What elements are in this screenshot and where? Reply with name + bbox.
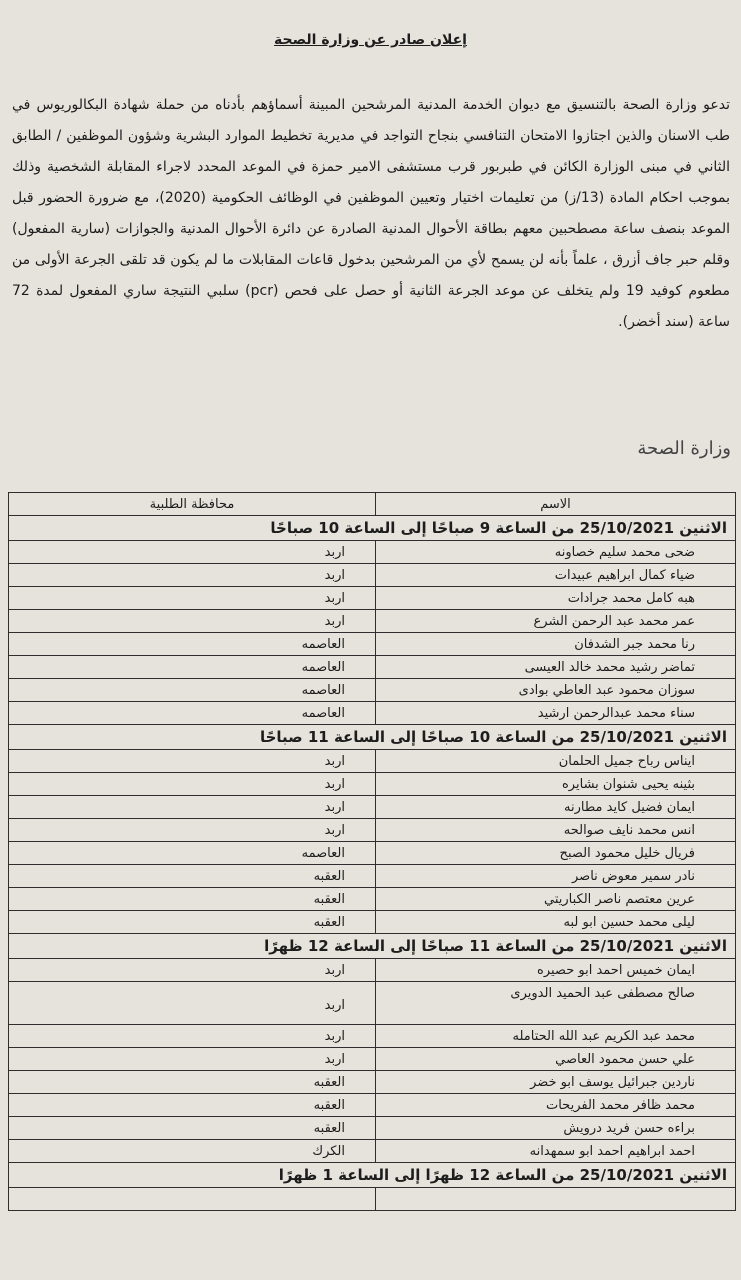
table-row [9, 842, 736, 865]
table-row [9, 1025, 736, 1048]
candidate-name: نادر سمير معوض ناصر [376, 865, 736, 888]
table-row [9, 865, 736, 888]
candidate-governorate: اربد [9, 587, 376, 610]
body-line: ، علماً بأنه لن يسمح لأي من المرشحين بدخول قاعات المقابلات ما لم يكون قد تلقى الجرعة [74, 252, 608, 268]
candidates-table [8, 492, 736, 1211]
candidate-name: محمد ظافر محمد الفريحات [376, 1094, 736, 1117]
session-row [9, 516, 736, 541]
candidate-name: سناء محمد عبدالرحمن ارشيد [376, 702, 736, 725]
table-row [9, 911, 736, 934]
table-row [9, 702, 736, 725]
candidate-governorate: اربد [9, 541, 376, 564]
header-name: الاسم [376, 493, 736, 516]
candidate-governorate: اربد [9, 750, 376, 773]
ministry-heading: وزارة الصحة [637, 438, 731, 459]
announcement-body [12, 90, 730, 338]
table-row [9, 959, 736, 982]
body-line: في مديرية تخطيط الموارد البشرية وشؤون الموظفين / الطابق الثاني في مبنى الوزارة الكائن [12, 128, 730, 175]
candidate-name: احمد ابراهيم احمد ابو سمهدانه [376, 1140, 736, 1163]
candidate-governorate: العقبه [9, 1094, 376, 1117]
candidate-governorate: الكرك [9, 1140, 376, 1163]
body-line: في طبربور قرب مستشفى الامير حمزة في الموعد المحدد لاجراء المقابلة الشخصية وذلك [12, 159, 547, 175]
table-row [9, 541, 736, 564]
candidate-name: ليلى محمد حسين ابو لبه [376, 911, 736, 934]
candidate-name: ضحى محمد سليم خصاونه [376, 541, 736, 564]
candidate-governorate: اربد [9, 564, 376, 587]
candidate-name: براءه حسن فريد درويش [376, 1117, 736, 1140]
table-row [9, 750, 736, 773]
table-row [9, 982, 736, 1025]
session-row [9, 725, 736, 750]
candidate-governorate: العاصمه [9, 702, 376, 725]
body-line: بموجب احكام المادة (13/ز) من تعليمات اختيار وتعيين الموظفين في الوظائف الحكومية [211, 190, 730, 206]
candidate-name: عمر محمد عبد الرحمن الشرع [376, 610, 736, 633]
candidate-governorate: العقبه [9, 1117, 376, 1140]
body-line: (pcr) سلبي النتيجة ساري المفعول لمدة 72 ساعة (سند أخضر). [12, 283, 730, 330]
table-row [9, 1188, 736, 1211]
session-row [9, 934, 736, 959]
body-line: المدنية الصادرة عن دائرة الأحوال المدنية والجوازات (سارية المفعول) وقلم حبر جاف أزرق [12, 221, 730, 268]
table-row [9, 819, 736, 842]
candidate-name: تماضر رشيد محمد خالد العيسى [376, 656, 736, 679]
body-line: حملة شهادة البكالوريوس في طب الاسنان والذين اجتازوا الامتحان التنافسي بنجاح التواجد [12, 97, 730, 144]
candidate-name: عرين معتصم ناصر الكباريتي [376, 888, 736, 911]
candidate-name: فريال خليل محمود الصبح [376, 842, 736, 865]
candidate-governorate: اربد [9, 982, 376, 1025]
session-label: الاثنين 25/10/2021 من الساعة 9 صباحًا إلى الساعة 10 صباحًا [9, 516, 736, 541]
candidate-name: بثينه يحيى شنوان بشايره [376, 773, 736, 796]
candidate-governorate: العقبه [9, 888, 376, 911]
candidate-governorate: العقبه [9, 1071, 376, 1094]
candidate-governorate: العاصمه [9, 679, 376, 702]
candidate-governorate: العاصمه [9, 633, 376, 656]
table-row [9, 564, 736, 587]
candidate-name: صالح مصطفى عبد الحميد الدويرى [376, 982, 736, 1025]
table-row [9, 1094, 736, 1117]
session-label: الاثنين 25/10/2021 من الساعة 10 صباحًا إلى الساعة 11 صباحًا [9, 725, 736, 750]
table-row [9, 656, 736, 679]
table-row [9, 1048, 736, 1071]
candidate-name: ايمان خميس احمد ابو حصيره [376, 959, 736, 982]
session-label: الاثنين 25/10/2021 من الساعة 12 ظهرًا إلى الساعة 1 ظهرًا [9, 1163, 736, 1188]
session-row [9, 1163, 736, 1188]
candidate-governorate: اربد [9, 773, 376, 796]
candidate-governorate: العاصمه [9, 842, 376, 865]
candidate-governorate: اربد [9, 959, 376, 982]
table-row [9, 633, 736, 656]
table-row [9, 610, 736, 633]
candidate-name: ايمان فضيل كايد مطارنه [376, 796, 736, 819]
candidate-governorate: العقبه [9, 911, 376, 934]
table-row [9, 1071, 736, 1094]
table-row [9, 796, 736, 819]
session-label: الاثنين 25/10/2021 من الساعة 11 صباحًا إلى الساعة 12 ظهرًا [9, 934, 736, 959]
candidate-governorate: العقبه [9, 865, 376, 888]
body-line: تدعو وزارة الصحة بالتنسيق مع ديوان الخدمة المدنية المرشحين المبينة أسماؤهم بأدناه من [190, 97, 730, 113]
body-line: (2020)، مع ضرورة الحضور قبل الموعد بنصف ساعة مصطحبين معهم بطاقة الأحوال [12, 190, 731, 237]
header-governorate: محافظة الطلبية [9, 493, 376, 516]
candidate-governorate: اربد [9, 1048, 376, 1071]
candidate-name: رنا محمد جبر الشدفان [376, 633, 736, 656]
candidate-governorate: اربد [9, 796, 376, 819]
table-row [9, 773, 736, 796]
table-row [9, 587, 736, 610]
candidate-name: محمد عبد الكريم عبد الله الحتامله [376, 1025, 736, 1048]
candidate-governorate: اربد [9, 610, 376, 633]
candidate-name: ايناس رباح جميل الحلمان [376, 750, 736, 773]
candidate-name: انس محمد نايف صوالحه [376, 819, 736, 842]
table-row [9, 1117, 736, 1140]
table-row [9, 888, 736, 911]
candidate-name: ضياء كمال ابراهيم عبيدات [376, 564, 736, 587]
candidate-name: هبه كامل محمد جرادات [376, 587, 736, 610]
candidate-governorate: العاصمه [9, 656, 376, 679]
table-header-row [9, 493, 736, 516]
candidate-name: علي حسن محمود العاصي [376, 1048, 736, 1071]
candidate-governorate: اربد [9, 819, 376, 842]
candidate-name: سوزان محمود عبد العاطي بوادى [376, 679, 736, 702]
candidate-name: ناردين جبرائيل يوسف ابو خضر [376, 1071, 736, 1094]
candidate-governorate: اربد [9, 1025, 376, 1048]
table-row [9, 679, 736, 702]
body-line: الأولى من مطعوم كوفيد 19 ولم يتخلف عن موعد الجرعة الثانية أو حصل على فحص [12, 252, 730, 299]
table-row [9, 1140, 736, 1163]
announcement-title: إعلان صادر عن وزارة الصحة [274, 32, 467, 48]
